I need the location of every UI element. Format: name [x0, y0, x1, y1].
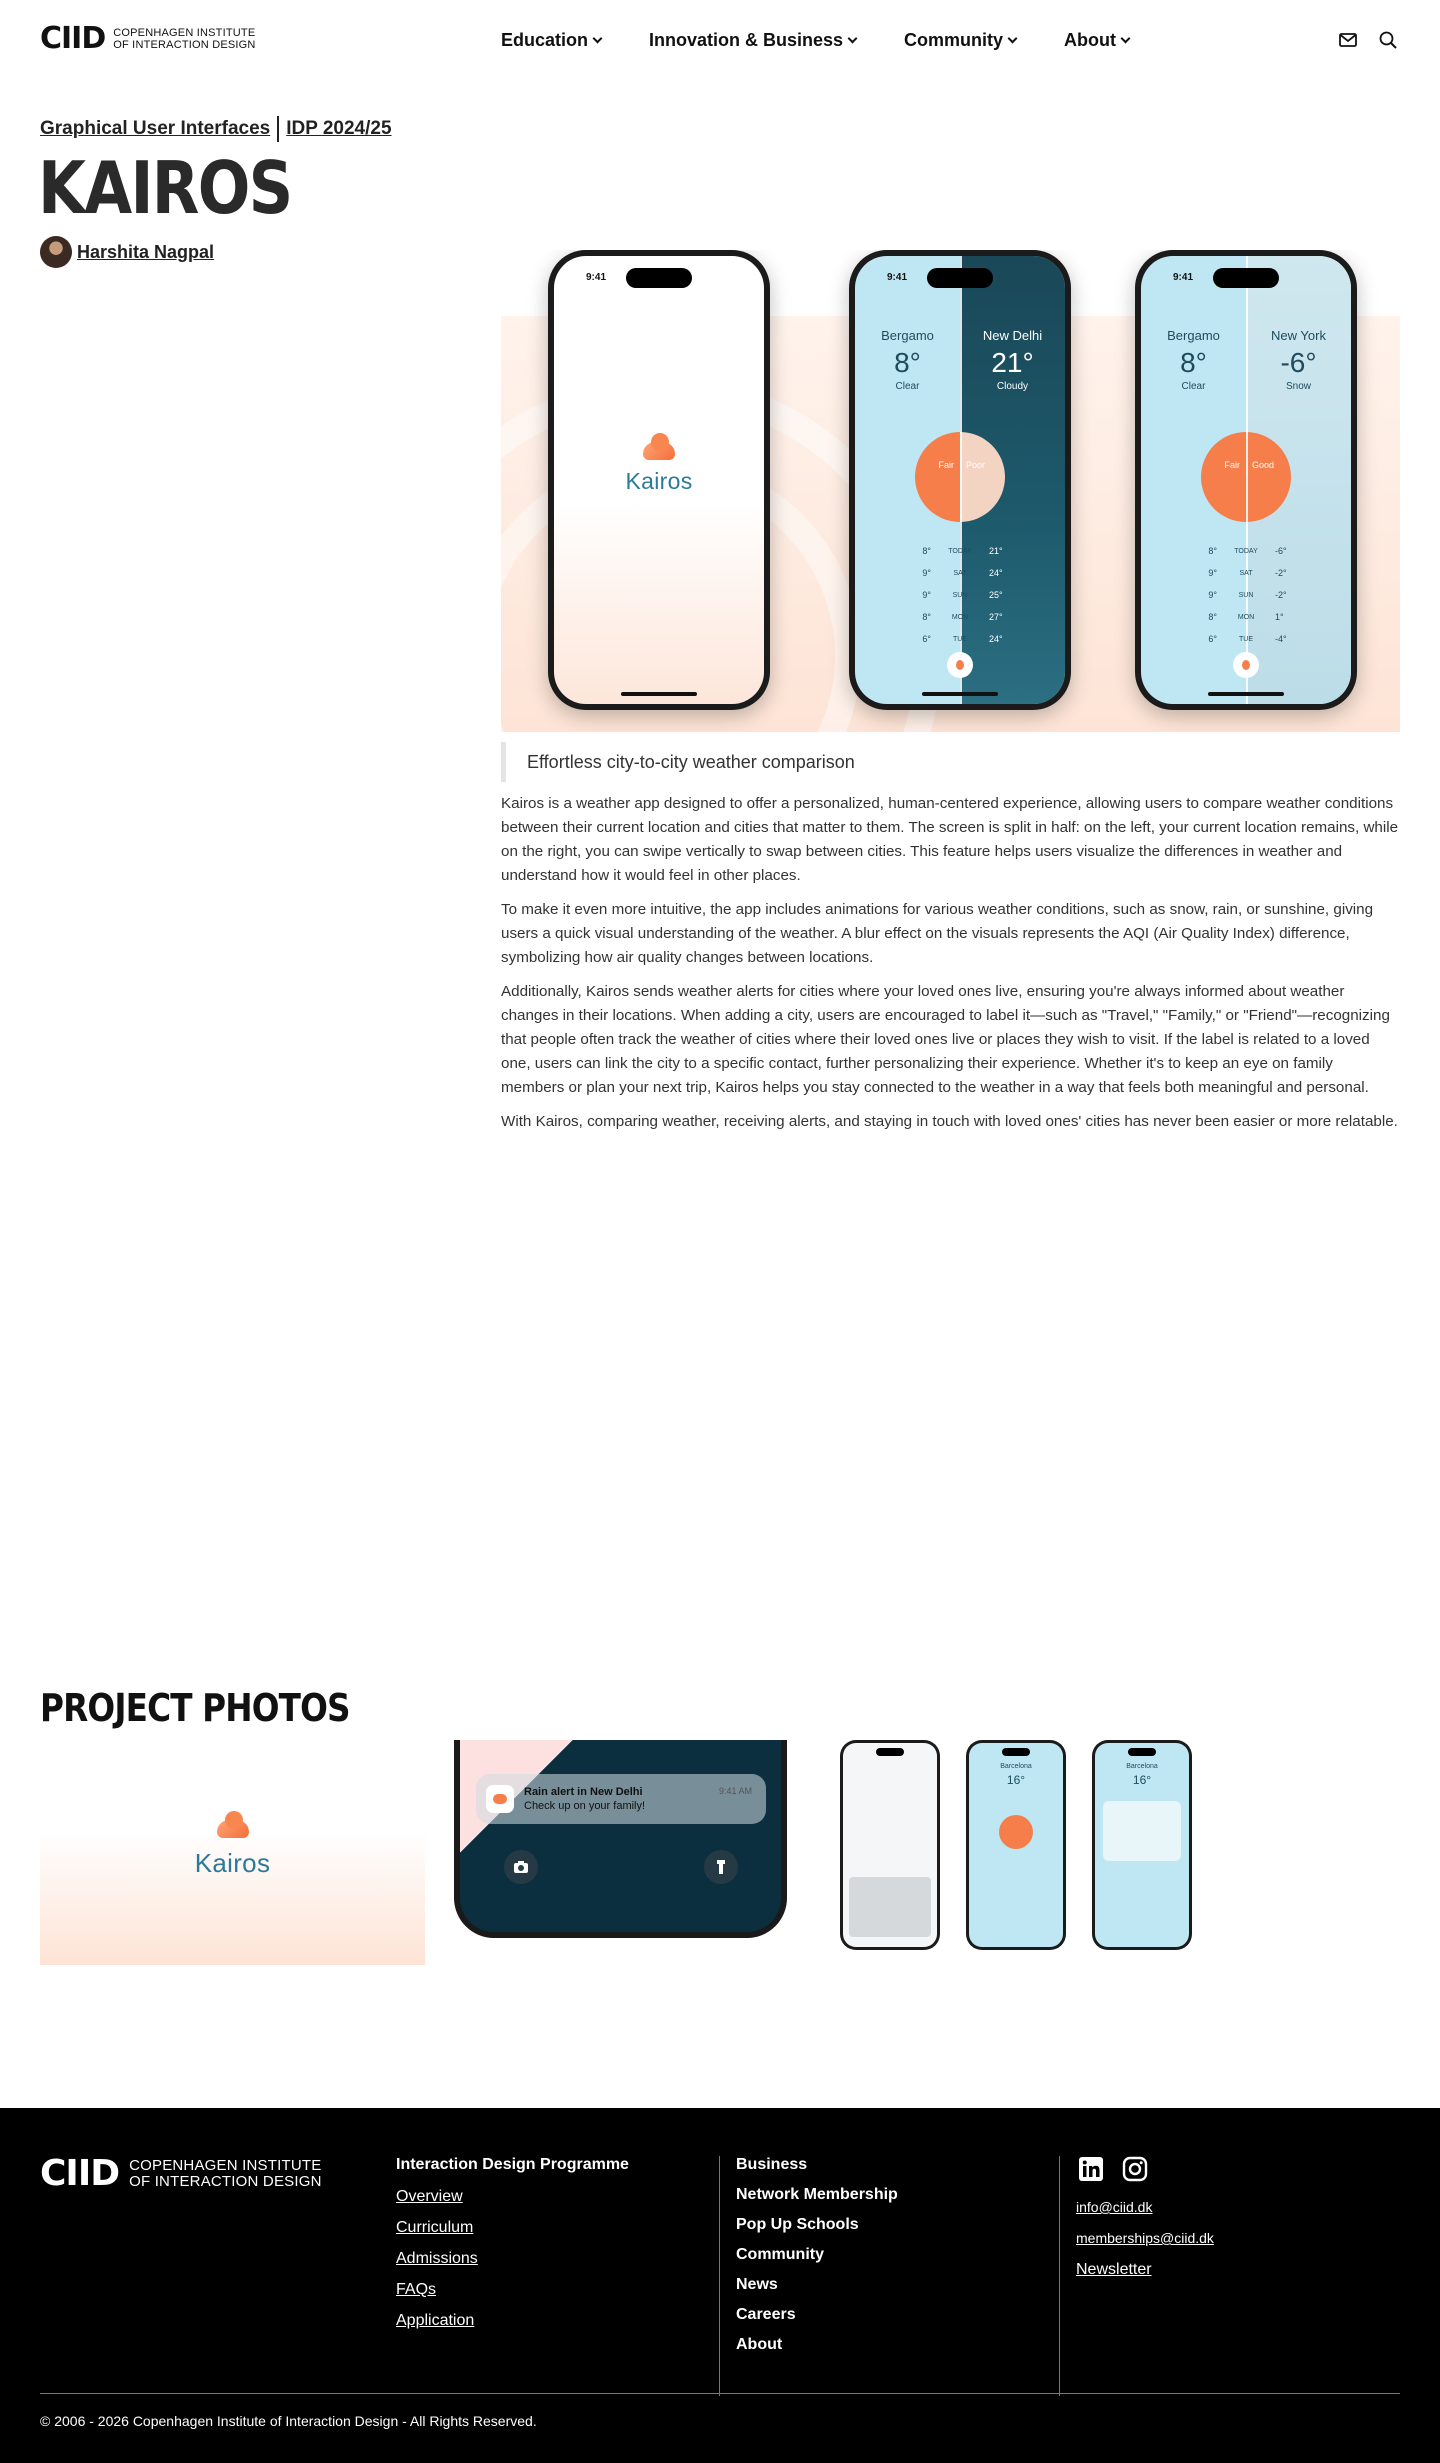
forecast-right: 21°	[989, 546, 1003, 556]
splash-screen	[554, 256, 764, 704]
hero-image	[501, 250, 1400, 732]
forecast-row	[855, 628, 1065, 650]
footer-divider	[719, 2156, 720, 2396]
description-paragraph: With Kairos, comparing weather, receiving alerts, and staying in touch with loved ones' cities has never been easier or more relatable.	[501, 1113, 1398, 1130]
footer-link-admissions[interactable]: Admissions	[396, 2250, 478, 2267]
forecast-day: MON	[1237, 613, 1255, 621]
forecast-right: 25°	[989, 590, 1003, 600]
notification-card	[476, 1774, 766, 1824]
forecast-left: 8°	[922, 612, 931, 622]
compare-screen	[1141, 256, 1351, 704]
footer-divider	[1059, 2156, 1060, 2396]
logo-line-2: OF INTERACTION DESIGN	[113, 39, 256, 51]
footer-email-memberships[interactable]: memberships@ciid.dk	[1076, 2230, 1214, 2246]
city-name: Bergamo	[881, 328, 934, 343]
instagram-icon[interactable]	[1122, 2156, 1148, 2187]
mini-city: Barcelona	[1126, 1763, 1158, 1770]
forecast-right: -2°	[1275, 568, 1287, 578]
city-temp: 8°	[894, 347, 921, 378]
project-photo-contacts[interactable]	[1092, 1740, 1192, 1950]
breadcrumb-separator	[277, 116, 279, 142]
city-name: New Delhi	[982, 328, 1043, 343]
project-description	[501, 792, 1400, 1144]
city-name: New York	[1271, 328, 1326, 343]
forecast-right: -2°	[1275, 590, 1287, 600]
keyboard	[849, 1877, 931, 1937]
forecast-left: 8°	[1208, 612, 1217, 622]
hero-caption: Effortless city-to-city weather comparison	[501, 742, 1400, 782]
logo-text	[113, 27, 255, 51]
city-temp: 8°	[1180, 347, 1207, 378]
forecast-row	[1141, 562, 1351, 584]
footer-programme-column	[396, 2156, 718, 2343]
nav-community[interactable]	[904, 30, 1016, 51]
forecast-left: 9°	[1208, 590, 1217, 600]
project-photo-splash[interactable]	[40, 1740, 425, 1965]
phone-splash	[548, 250, 770, 710]
breadcrumb-course-link[interactable]: Graphical User Interfaces	[40, 118, 271, 139]
alert-button[interactable]	[947, 652, 973, 678]
chevron-down-icon	[848, 34, 858, 44]
forecast-left: 9°	[922, 590, 931, 600]
forecast-day: SAT	[953, 569, 967, 577]
contact-card	[1103, 1801, 1181, 1861]
footer-link-about[interactable]: About	[736, 2336, 783, 2353]
forecast-row	[855, 540, 1065, 562]
aqi-circle	[999, 1815, 1033, 1849]
notification-body: Check up on your family!	[524, 1800, 646, 1812]
forecast-day: MON	[951, 613, 969, 621]
footer-contact-column	[1076, 2156, 1400, 2292]
mail-icon[interactable]	[1338, 30, 1358, 55]
mini-screen	[843, 1743, 937, 1947]
forecast-row	[1141, 584, 1351, 606]
forecast-day: SUN	[952, 591, 968, 599]
compare-screen	[855, 256, 1065, 704]
footer-link-newsletter[interactable]: Newsletter	[1076, 2261, 1152, 2278]
avatar	[40, 236, 72, 268]
notification-time: 9:41 AM	[718, 1786, 752, 1796]
city-condition: Clear	[1181, 381, 1206, 392]
forecast-list	[855, 540, 1065, 650]
page-title: KAIROS	[38, 146, 292, 230]
alert-button[interactable]	[1233, 652, 1259, 678]
main-nav	[501, 30, 1129, 51]
author	[40, 236, 214, 268]
city-condition: Clear	[895, 381, 920, 392]
forecast-day: TODAY	[948, 547, 972, 555]
mini-screen	[969, 1743, 1063, 1947]
footer-programme-heading: Interaction Design Programme	[396, 2156, 629, 2173]
lockscreen-background	[454, 1740, 787, 1938]
forecast-day: SUN	[1238, 591, 1254, 599]
camera-icon	[504, 1850, 538, 1884]
city-right[interactable]	[1246, 328, 1351, 392]
footer-link-careers[interactable]: Careers	[736, 2306, 796, 2323]
copyright: © 2006 - 2026 Copenhagen Institute of Interaction Design - All Rights Reserved.	[40, 2413, 537, 2429]
status-time: 9:41	[586, 272, 607, 283]
city-name: Bergamo	[1167, 328, 1220, 343]
brand-name: Kairos	[194, 1848, 271, 1878]
forecast-day: TUE	[1239, 635, 1253, 643]
footer-link-news[interactable]: News	[736, 2276, 778, 2293]
nav-innovation-business[interactable]	[649, 30, 856, 51]
footer-link-pop-up-schools[interactable]: Pop Up Schools	[736, 2216, 859, 2233]
notification-text	[524, 1785, 645, 1813]
forecast-day: TUE	[953, 635, 967, 643]
search-icon[interactable]	[1378, 30, 1398, 55]
footer-link-business[interactable]: Business	[736, 2156, 808, 2173]
project-photos-title: PROJECT PHOTOS	[40, 1686, 350, 1730]
chevron-down-icon	[593, 34, 603, 44]
logo-line-1: COPENHAGEN INSTITUTE	[113, 27, 256, 39]
dynamic-island	[927, 268, 993, 288]
forecast-row	[1141, 628, 1351, 650]
forecast-right: 1°	[1275, 612, 1284, 622]
forecast-left: 9°	[922, 568, 931, 578]
home-indicator	[621, 692, 697, 696]
forecast-right: 27°	[989, 612, 1003, 622]
mini-city: Barcelona	[1000, 1763, 1032, 1770]
nav-education[interactable]	[501, 30, 601, 51]
forecast-left: 6°	[1208, 634, 1217, 644]
dynamic-island	[626, 268, 692, 288]
footer-email-info[interactable]: info@ciid.dk	[1076, 2199, 1153, 2215]
notification-title: Rain alert in New Delhi	[524, 1786, 643, 1798]
footer-bottom-divider	[40, 2393, 1400, 2394]
forecast-left: 8°	[922, 546, 931, 556]
nav-about-label: About	[1064, 30, 1117, 50]
dynamic-island	[876, 1748, 904, 1756]
aqi-label-right: Poor	[966, 460, 986, 470]
mini-temp: 16°	[1132, 1773, 1152, 1787]
status-time: 9:41	[1173, 272, 1194, 283]
nav-innovation-label: Innovation & Business	[649, 30, 844, 50]
forecast-right: 24°	[989, 568, 1003, 578]
forecast-right: 24°	[989, 634, 1003, 644]
author-link[interactable]: Harshita Nagpal	[77, 241, 215, 262]
forecast-row	[1141, 606, 1351, 628]
brand-name: Kairos	[625, 468, 693, 494]
city-left	[855, 328, 960, 392]
forecast-right: -6°	[1275, 546, 1287, 556]
logo-line-2: OF INTERACTION DESIGN	[129, 2173, 322, 2190]
forecast-row	[855, 584, 1065, 606]
city-condition: Snow	[1285, 381, 1311, 392]
project-photo-notification[interactable]	[454, 1740, 787, 1938]
linkedin-icon[interactable]	[1078, 2156, 1104, 2187]
footer-link-curriculum[interactable]: Curriculum	[396, 2219, 474, 2236]
forecast-day: TODAY	[1234, 547, 1258, 555]
footer-link-network-membership[interactable]: Network Membership	[736, 2186, 898, 2203]
city-temp: -6°	[1280, 347, 1317, 378]
home-indicator	[922, 692, 998, 696]
city-right[interactable]	[960, 328, 1065, 392]
chevron-down-icon	[1121, 34, 1131, 44]
city-left	[1141, 328, 1246, 392]
flashlight-icon	[704, 1850, 738, 1884]
description-paragraph: Kairos is a weather app designed to offer a personalized, human-centered experience, allowing users to compare weather conditions between their current location and cities that matter to them. The screen is split in half: on the left, your current location remains, while on the right, you can swipe vertically to swap between cities. This feature helps users visualize the differences in weather and understand how it would feel in other places.	[501, 795, 1399, 884]
forecast-row	[855, 606, 1065, 628]
nav-education-label: Education	[501, 30, 589, 50]
forecast-list	[1141, 540, 1351, 650]
kairos-cloud-icon	[643, 442, 675, 460]
footer-logo[interactable]	[40, 2153, 322, 2194]
forecast-left: 8°	[1208, 546, 1217, 556]
mini-screen	[1095, 1743, 1189, 1947]
forecast-right: -4°	[1275, 634, 1287, 644]
site-footer	[0, 2108, 1440, 2463]
footer-link-community[interactable]: Community	[736, 2246, 824, 2263]
site-header	[0, 0, 1440, 82]
kairos-app-icon	[486, 1785, 514, 1813]
phone-compare-newyork	[1135, 250, 1357, 710]
forecast-left: 9°	[1208, 568, 1217, 578]
footer-link-application[interactable]: Application	[396, 2312, 475, 2329]
description-paragraph: Additionally, Kairos sends weather alerts for cities where your loved ones live, ensuring you're always informed about weather changes in their locations. When adding a city, users are encouraged to label it—such as "Travel," "Family," or "Friend"—recognizing that people often track the weather of cities where their loved ones live or places they wish to visit. If the label is related to a loved one, users can link the city to a specific contact, further personalizing their experience. Whether it's to keep an eye on family members or plan your next trip, Kairos helps you stay connected to the weather in a way that feels both meaningful and personal.	[501, 983, 1390, 1096]
aqi-label-right: Good	[1252, 460, 1275, 470]
dynamic-island	[1213, 268, 1279, 288]
logo-mark: CIID	[40, 2153, 120, 2194]
project-photo-city[interactable]	[966, 1740, 1066, 1950]
status-time: 9:41	[887, 272, 908, 283]
forecast-left: 6°	[922, 634, 931, 644]
phone-compare-delhi	[849, 250, 1071, 710]
logo-text	[129, 2158, 322, 2190]
project-photo-search[interactable]	[840, 1740, 940, 1950]
chevron-down-icon	[1008, 34, 1018, 44]
logo-line-1: COPENHAGEN INSTITUTE	[129, 2157, 322, 2174]
kairos-cloud-icon	[217, 1820, 249, 1838]
footer-link-overview[interactable]: Overview	[396, 2188, 463, 2205]
description-paragraph: To make it even more intuitive, the app includes animations for various weather conditions, such as snow, rain, or sunshine, giving users a quick visual understanding of the weather. A blur effect on the visuals represents the AQI (Air Quality Index) difference, symbolizing how air quality changes between locations.	[501, 901, 1374, 966]
breadcrumb	[40, 116, 392, 142]
social-links	[1078, 2156, 1400, 2187]
breadcrumb-programme-link[interactable]: IDP 2024/25	[286, 118, 392, 139]
header-icons	[1338, 30, 1398, 55]
city-condition: Cloudy	[996, 381, 1029, 392]
city-temp: 21°	[991, 347, 1034, 378]
dynamic-island	[1128, 1748, 1156, 1756]
forecast-row	[855, 562, 1065, 584]
ciid-logo[interactable]	[40, 21, 256, 56]
logo-mark: CIID	[40, 21, 106, 56]
aqi-label-left: Fair	[938, 460, 954, 470]
aqi-label-left: Fair	[1224, 460, 1240, 470]
nav-community-label: Community	[904, 30, 1004, 50]
nav-about[interactable]	[1064, 30, 1129, 51]
mini-temp: 16°	[1006, 1773, 1026, 1787]
home-indicator	[1208, 692, 1284, 696]
forecast-day: SAT	[1239, 569, 1253, 577]
footer-link-faqs[interactable]: FAQs	[396, 2281, 437, 2298]
footer-links-column	[736, 2156, 1059, 2366]
dynamic-island	[1002, 1748, 1030, 1756]
forecast-row	[1141, 540, 1351, 562]
